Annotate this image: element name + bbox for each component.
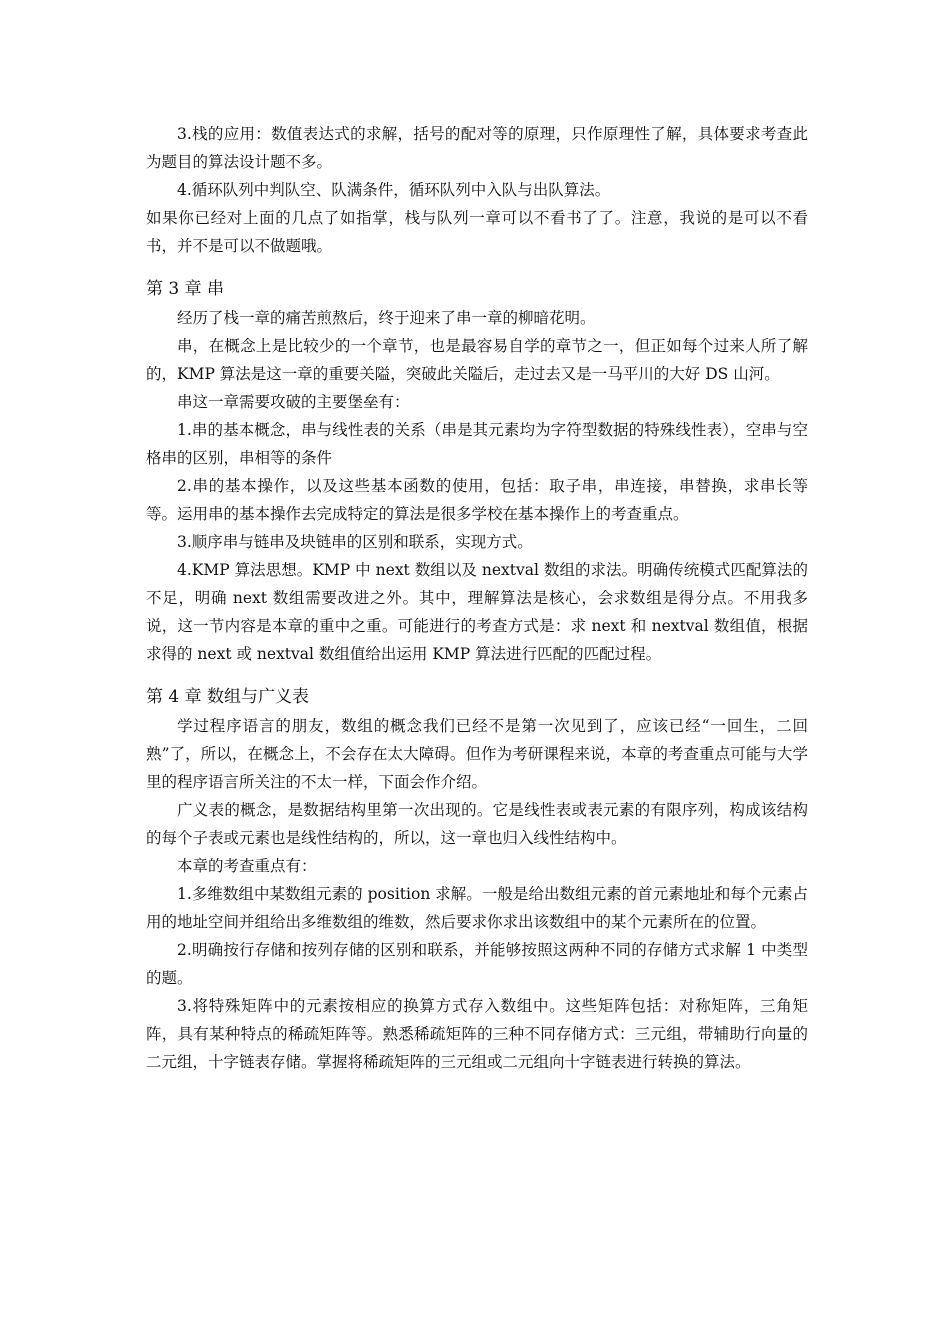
ch4-paragraph: 广义表的概念，是数据结构里第一次出现的。它是线性表或表元素的有限序列，构成该结构的每个子表或元素也是线性结构的，所以，这一章也归入线性结构中。: [146, 801, 808, 847]
ch3-list-item: 2.串的基本操作，以及这些基本函数的使用，包括：取子串，串连接，串替换，求串长等等。运用串的基本操作去完成特定的算法是很多学校在基本操作上的考查重点。: [146, 477, 808, 523]
ch4-list-item: 3.将特殊矩阵中的元素按相应的换算方式存入数组中。这些矩阵包括：对称矩阵，三角矩阵，具有某种特点的稀疏矩阵等。熟悉稀疏矩阵的三种不同存储方式：三元组，带辅助行向量的二元组，十字链表存储。掌握将稀疏矩阵的三元组或二元组向十字链表进行转换的算法。: [146, 997, 808, 1071]
ch4-paragraph: 本章的考查重点有：: [177, 857, 317, 875]
paragraph-stack-item-3: 3.栈的应用：数值表达式的求解，括号的配对等的原理，只作原理性了解，具体要求考查此为题目的算法设计题不多。: [146, 125, 808, 171]
ch4-list-item: 1.多维数组中某数组元素的 position 求解。一般是给出数组元素的首元素地址和每个元素占用的地址空间并组给出多维数组的维数，然后要求你求出该数组中的某个元素所在的位置。: [146, 885, 808, 931]
ch3-paragraph: 串，在概念上是比较少的一个章节，也是最容易自学的章节之一，但正如每个过来人所了解的，KMP 算法是这一章的重要关隘，突破此关隘后，走过去又是一马平川的大好 DS 山河。: [146, 337, 808, 383]
ch3-list-item: 4.KMP 算法思想。KMP 中 next 数组以及 nextval 数组的求法。明确传统模式匹配算法的不足，明确 next 数组需要改进之外。其中，理解算法是核心，会求数组是得分点。不用我多说，这一节内容是本章的重中之重。可能进行的考查方式是：求 next 和 nextval 数组值，根据求得的 next 或 nextval 数组值给出运用 KMP 算法进行匹配的匹配过程。: [146, 561, 808, 663]
ch3-paragraph: 串这一章需要攻破的主要堡垒有：: [177, 393, 410, 411]
ch3-list-item: 1.串的基本概念，串与线性表的关系（串是其元素均为字符型数据的特殊线性表），空串与空格串的区别，串相等的条件: [146, 421, 808, 467]
document-page: [146, 120, 808, 1076]
ch3-list-item: 3.顺序串与链串及块链串的区别和联系，实现方式。: [177, 533, 533, 551]
ch3-paragraph: 经历了栈一章的痛苦煎熬后，终于迎来了串一章的柳暗花明。: [177, 309, 596, 327]
chapter-4-title: 第 4 章 数组与广义表: [146, 687, 310, 707]
paragraph-stack-summary: 如果你已经对上面的几点了如指掌，栈与队列一章可以不看书了了。注意，我说的是可以不看书，并不是可以不做题哦。: [146, 209, 808, 255]
paragraph-queue-item-4: 4.循环队列中判队空、队满条件，循环队列中入队与出队算法。: [177, 181, 611, 199]
chapter-3-title: 第 3 章 串: [146, 279, 225, 299]
ch4-list-item: 2.明确按行存储和按列存储的区别和联系，并能够按照这两种不同的存储方式求解 1 中类型的题。: [146, 941, 808, 987]
ch4-paragraph: 学过程序语言的朋友，数组的概念我们已经不是第一次见到了，应该已经“一回生，二回熟”了，所以，在概念上，不会存在太大障碍。但作为考研课程来说，本章的考查重点可能与大学里的程序语言所关注的不太一样，下面会作介绍。: [146, 717, 808, 791]
